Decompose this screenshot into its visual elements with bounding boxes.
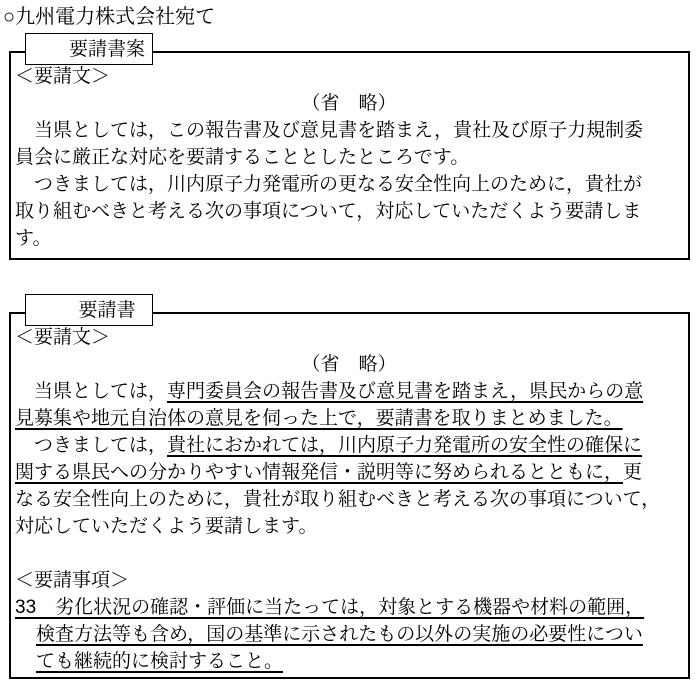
- text-line: [15, 486, 683, 513]
- text-line: [15, 198, 683, 225]
- text-line: [15, 513, 683, 540]
- section-label-final: 要請書: [25, 294, 153, 326]
- underlined-text-segment: 貴社におかれては，川内原子力発電所の安全性の確保に: [167, 435, 643, 456]
- final-request-section: [9, 299, 690, 679]
- underlined-text-segment: 検査方法等も含め，国の基準に示されたもの以外の実施の必要性につい: [36, 624, 643, 645]
- text-line: [15, 144, 683, 171]
- underlined-text-segment: ても継続的に検討すること。: [36, 651, 284, 672]
- text-segment: つきましては，: [15, 435, 168, 456]
- omission-note: （省 略）: [301, 354, 397, 375]
- omission-note: （省 略）: [301, 93, 397, 114]
- draft-request-section: [9, 38, 690, 260]
- text-segment: つきましては，川内原子力発電所の更なる安全性向上のために，貴社が: [15, 174, 643, 195]
- request-text-heading: ＜要請文＞: [15, 327, 111, 348]
- text-segment: 員会に厳正な対応を要請することとしたところです。: [15, 147, 470, 168]
- text-line: [15, 621, 683, 648]
- section-label-draft: 要請書案: [25, 33, 153, 65]
- request-items-heading: ＜要請事項＞: [15, 570, 130, 591]
- text-line: [15, 459, 683, 486]
- underlined-text-segment: 33 劣化状況の確認・評価に当たっては，対象とする機器や材料の範囲，: [15, 597, 645, 618]
- underlined-text-segment: 専門委員会の報告書及び意見書を踏まえ，県民からの意: [167, 381, 644, 402]
- text-line: [15, 648, 683, 675]
- text-line: [15, 117, 683, 144]
- text-segment: なる安全性向上のために，貴社が取り組むべきと考える次の事項について，: [15, 489, 661, 510]
- text-segment: 取り組むべきと考える次の事項について，対応していただくよう要請しま: [15, 201, 642, 222]
- text-segment: 当県としては，: [15, 381, 168, 402]
- underlined-text-segment: 関する県民への分かりやすい情報発信・説明等に努められるとともに，: [15, 462, 624, 483]
- text-line: [15, 171, 683, 198]
- underlined-text-segment: 見募集や地元自治体の意見を伺った上で，要請書を取りまとめました。: [15, 408, 623, 429]
- text-segment: 当県としては，この報告書及び意見書を踏まえ，貴社及び原子力規制委: [15, 120, 644, 141]
- request-item-33: [15, 594, 683, 675]
- text-line: [15, 405, 683, 432]
- text-segment: 更: [623, 462, 643, 483]
- text-segment: 対応していただくよう要請します。: [15, 516, 318, 537]
- text-line: [15, 594, 683, 621]
- text-line: [15, 225, 683, 252]
- page-title: ○九州電力株式会社宛て: [3, 6, 216, 28]
- request-text-heading: ＜要請文＞: [15, 66, 111, 87]
- text-line: [15, 378, 683, 405]
- draft-request-body: [15, 117, 683, 252]
- text-segment: す。: [15, 228, 52, 249]
- final-request-body: [15, 378, 683, 540]
- text-line: [15, 432, 683, 459]
